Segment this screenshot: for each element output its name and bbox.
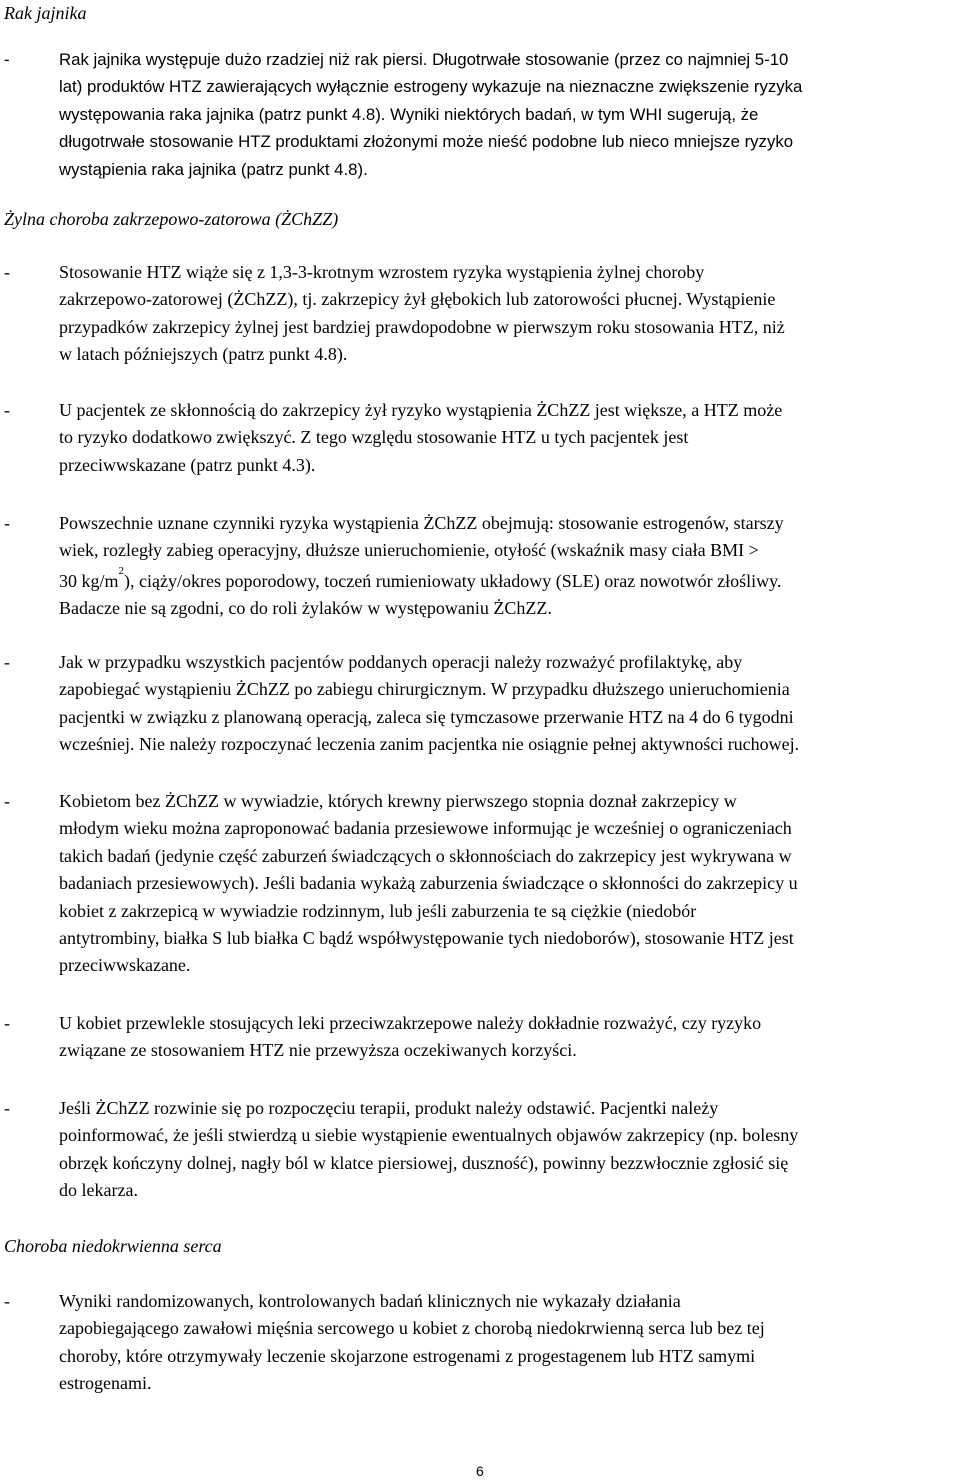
list-item: - Jeśli ŻChZZ rozwinie się po rozpoczęciu terapii, produkt należy odstawić. Pacjentki należy poinformować, że jeśli stwierdzą u siebie wystąpienie ewentualnych objawów zakrzepicy (np. bolesny obrzęk kończyny dolnej, nagły ból w klatce piersiowej, duszność), powinny bezzwłocznie zgłosić się do lekarza.: [4, 1098, 799, 1201]
section-heading-ischemic-heart-disease: Choroba niedokrwienna serca: [4, 1236, 222, 1256]
list-item: - U pacjentek ze skłonnością do zakrzepicy żył ryzyko wystąpienia ŻChZZ jest większe, a HTZ może to ryzyko dodatkowo zwiększyć. Z tego względu stosowanie HTZ u tych pacjentek jest przeciwwskazane (patrz punkt 4.3).: [4, 400, 783, 475]
section-heading-ovarian-cancer: Rak jajnika: [4, 3, 87, 23]
list-item: - Rak jajnika występuje dużo rzadziej niż rak piersi. Długotrwałe stosowanie (przez co najmniej 5-10 lat) produktów HTZ zawierających wyłącznie estrogeny wykazuje na nieznaczne zwiększenie ryzyka występowania raka jajnika (patrz punkt 4.8). Wyniki niektórych badań, w tym WHI sugerują, że długotrwałe stosowanie HTZ produktami złożonymi może nieść podobne lub nieco mniejsze ryzyko wystąpienia raka jajnika (patrz punkt 4.8).: [4, 50, 803, 179]
list-item: - Powszechnie uznane czynniki ryzyka wystąpienia ŻChZZ obejmują: stosowanie estrogenów, starszy wiek, rozległy zabieg operacyjny, dłuższe unieruchomienie, otyłość (wskaźnik masy ciała BMI > 30 $kg/m^2$), ciąży/okres poporodowy, toczeń rumieniowaty układowy (SLE) oraz nowotwór złośliwy. Badacze nie są zgodni, co do roli żylaków w występowaniu ŻChZZ.: [4, 513, 784, 619]
page-number: 6: [476, 1463, 484, 1479]
list-item: - Kobietom bez ŻChZZ w wywiadzie, których krewny pierwszego stopnia doznał zakrzepicy w młodym wieku można zaproponować badania przesiewowe informując je wcześniej o ograniczeniach takich badań (jedynie część zaburzeń świadczących o skłonnościach do zakrzepicy jest wykrywana w badaniach przesiewowych). Jeśli badania wykażą zaburzenia świadczące o skłonności do zakrzepicy u kobiet z zakrzepicą w wywiadzie rodzinnym, lub jeśli zaburzenia te są ciężkie (niedobór antytrombiny, białka S lub białka C bądź współwystępowanie tych niedoborów), stosowanie HTZ jest przeciwwskazane.: [4, 791, 798, 976]
list-item: - Wyniki randomizowanych, kontrolowanych badań klinicznych nie wykazały działania zapobiegającego zawałowi mięśnia sercowego u kobiet z chorobą niedokrwienną serca lub bez tej choroby, które otrzymywały leczenie skojarzone estrogenami z progestagenem lub HTZ samymi estrogenami.: [4, 1291, 765, 1394]
list-item: - U kobiet przewlekle stosujących leki przeciwzakrzepowe należy dokładnie rozważyć, czy ryzyko związane ze stosowaniem HTZ nie przewyższa oczekiwanych korzyści.: [4, 1013, 762, 1061]
list-item: - Stosowanie HTZ wiąże się z 1,3-3-krotnym wzrostem ryzyka wystąpienia żylnej choroby zakrzepowo-zatorowej (ŻChZZ), tj. zakrzepicy żył głębokich lub zatorowości płucnej. Wystąpienie przypadków zakrzepicy żylnej jest bardziej prawdopodobne w pierwszym roku stosowania HTZ, niż w latach późniejszych (patrz punkt 4.8).: [4, 262, 785, 365]
list-item: - Jak w przypadku wszystkich pacjentów poddanych operacji należy rozważyć profilaktykę, aby zapobiegać wystąpieniu ŻChZZ po zabiegu chirurgicznym. W przypadku dłuższego unieruchomienia pacjentki w związku z planowaną operacją, zaleca się tymczasowe przerwanie HTZ na 4 do 6 tygodni wcześniej. Nie należy rozpoczynać leczenia zanim pacjentka nie osiągnie pełnej aktywności ruchowej.: [4, 652, 800, 755]
section-heading-vte: Żylna choroba zakrzepowo-zatorowa (ŻChZZ): [4, 209, 339, 229]
